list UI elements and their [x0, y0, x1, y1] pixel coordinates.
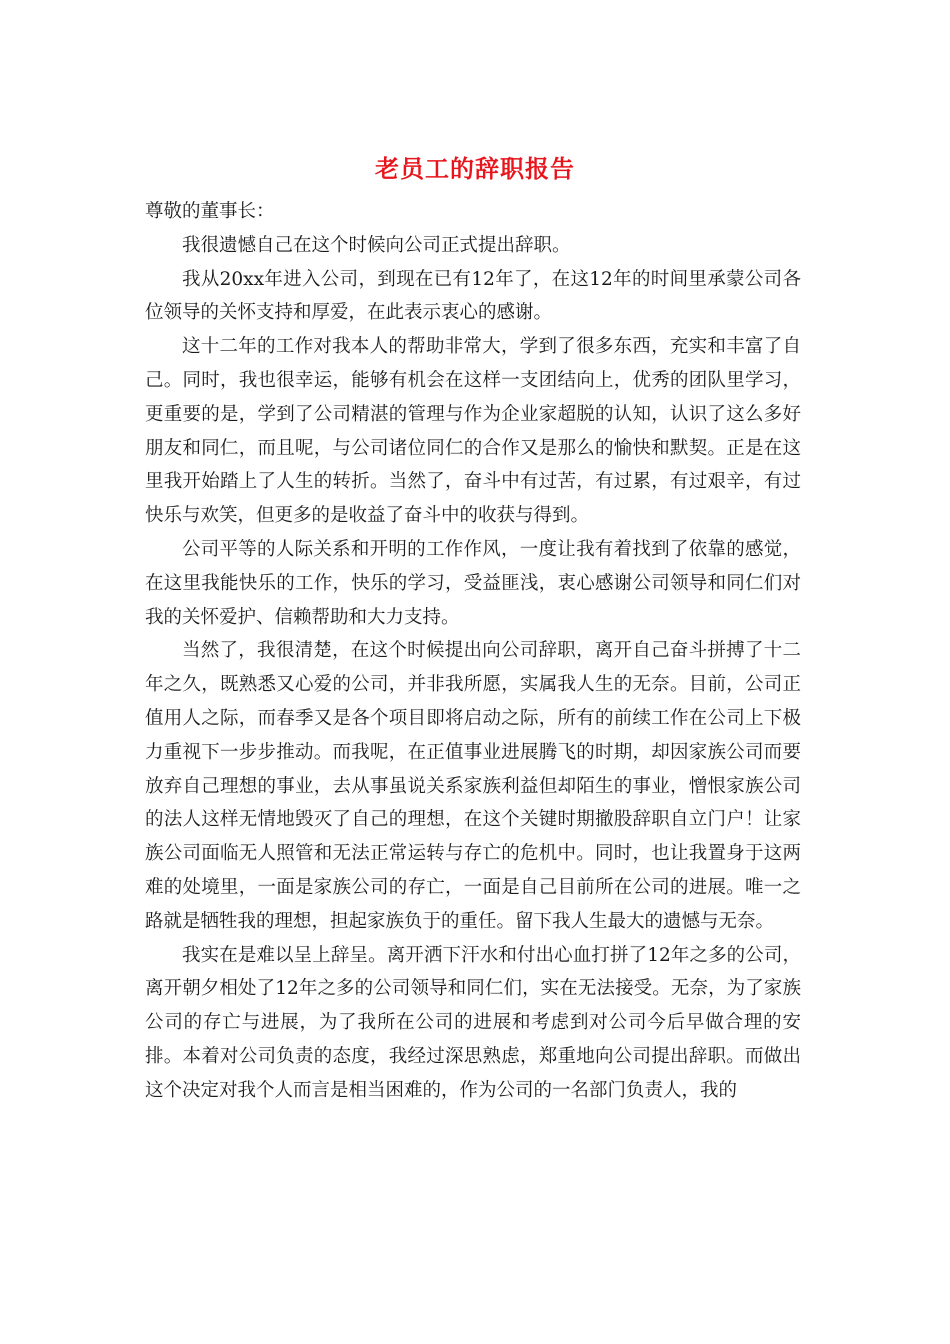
paragraph-5: 当然了，我很清楚，在这个时候提出向公司辞职，离开自己奋斗拼搏了十二年之久，既熟悉又心爱的公司，并非我所愿，实属我人生的无奈。目前，公司正值用人之际，而春季又是各个项目即将启动之际，所有的前续工作在公司上下极力重视下一步步推动。而我呢，在正值事业进展腾飞的时期，却因家族公司而要放弃自己理想的事业，去从事虽说关系家族利益但却陌生的事业，憎恨家族公司的法人这样无情地毁灭了自己的理想，在这个关键时期撤股辞职自立门户！让家族公司面临无人照管和无法正常运转与存亡的危机中。同时，也让我置身于这两难的处境里，一面是家族公司的存亡，一面是自己目前所在公司的进展。唯一之路就是牺牲我的理想，担起家族负于的重任。留下我人生最大的遗憾与无奈。: [145, 640, 801, 932]
paragraph-3: 这十二年的工作对我本人的帮助非常大，学到了很多东西，充实和丰富了自己。同时，我也很幸运，能够有机会在这样一支团结向上，优秀的团队里学习，更重要的是，学到了公司精湛的管理与作为企业家超脱的认知，认识了这么多好朋友和同仁，而且呢，与公司诸位同仁的合作又是那么的愉快和默契。正是在这里我开始踏上了人生的转折。当然了，奋斗中有过苦，有过累，有过艰辛，有过快乐与欢笑，但更多的是收益了奋斗中的收获与得到。: [145, 336, 801, 527]
document-body: [145, 195, 801, 1108]
paragraph-4: 公司平等的人际关系和开明的工作作风，一度让我有着找到了依靠的感觉，在这里我能快乐的工作，快乐的学习，受益匪浅，衷心感谢公司领导和同仁们对我的关怀爱护、信赖帮助和大力支持。: [145, 538, 801, 628]
paragraph-1: 我很遗憾自己在这个时候向公司正式提出辞职。: [182, 234, 571, 256]
paragraph-2: 我从20xx年进入公司，到现在已有12年了，在这12年的时间里承蒙公司各位领导的关怀支持和厚爱，在此表示衷心的感谢。: [145, 268, 801, 324]
document-title: 老员工的辞职报告: [375, 154, 575, 183]
paragraph-6: 我实在是难以呈上辞呈。离开洒下汗水和付出心血打拼了12年之多的公司，离开朝夕相处了12年之多的公司领导和同仁们，实在无法接受。无奈，为了家族公司的存亡与进展，为了我所在公司的进展和考虑到对公司今后早做合理的安排。本着对公司负责的态度，我经过深思熟虑，郑重地向公司提出辞职。而做出这个决定对我个人而言是相当困难的，作为公司的一名部门负责人，我的: [145, 944, 801, 1101]
greeting-line: 尊敬的董事长：: [145, 201, 275, 222]
